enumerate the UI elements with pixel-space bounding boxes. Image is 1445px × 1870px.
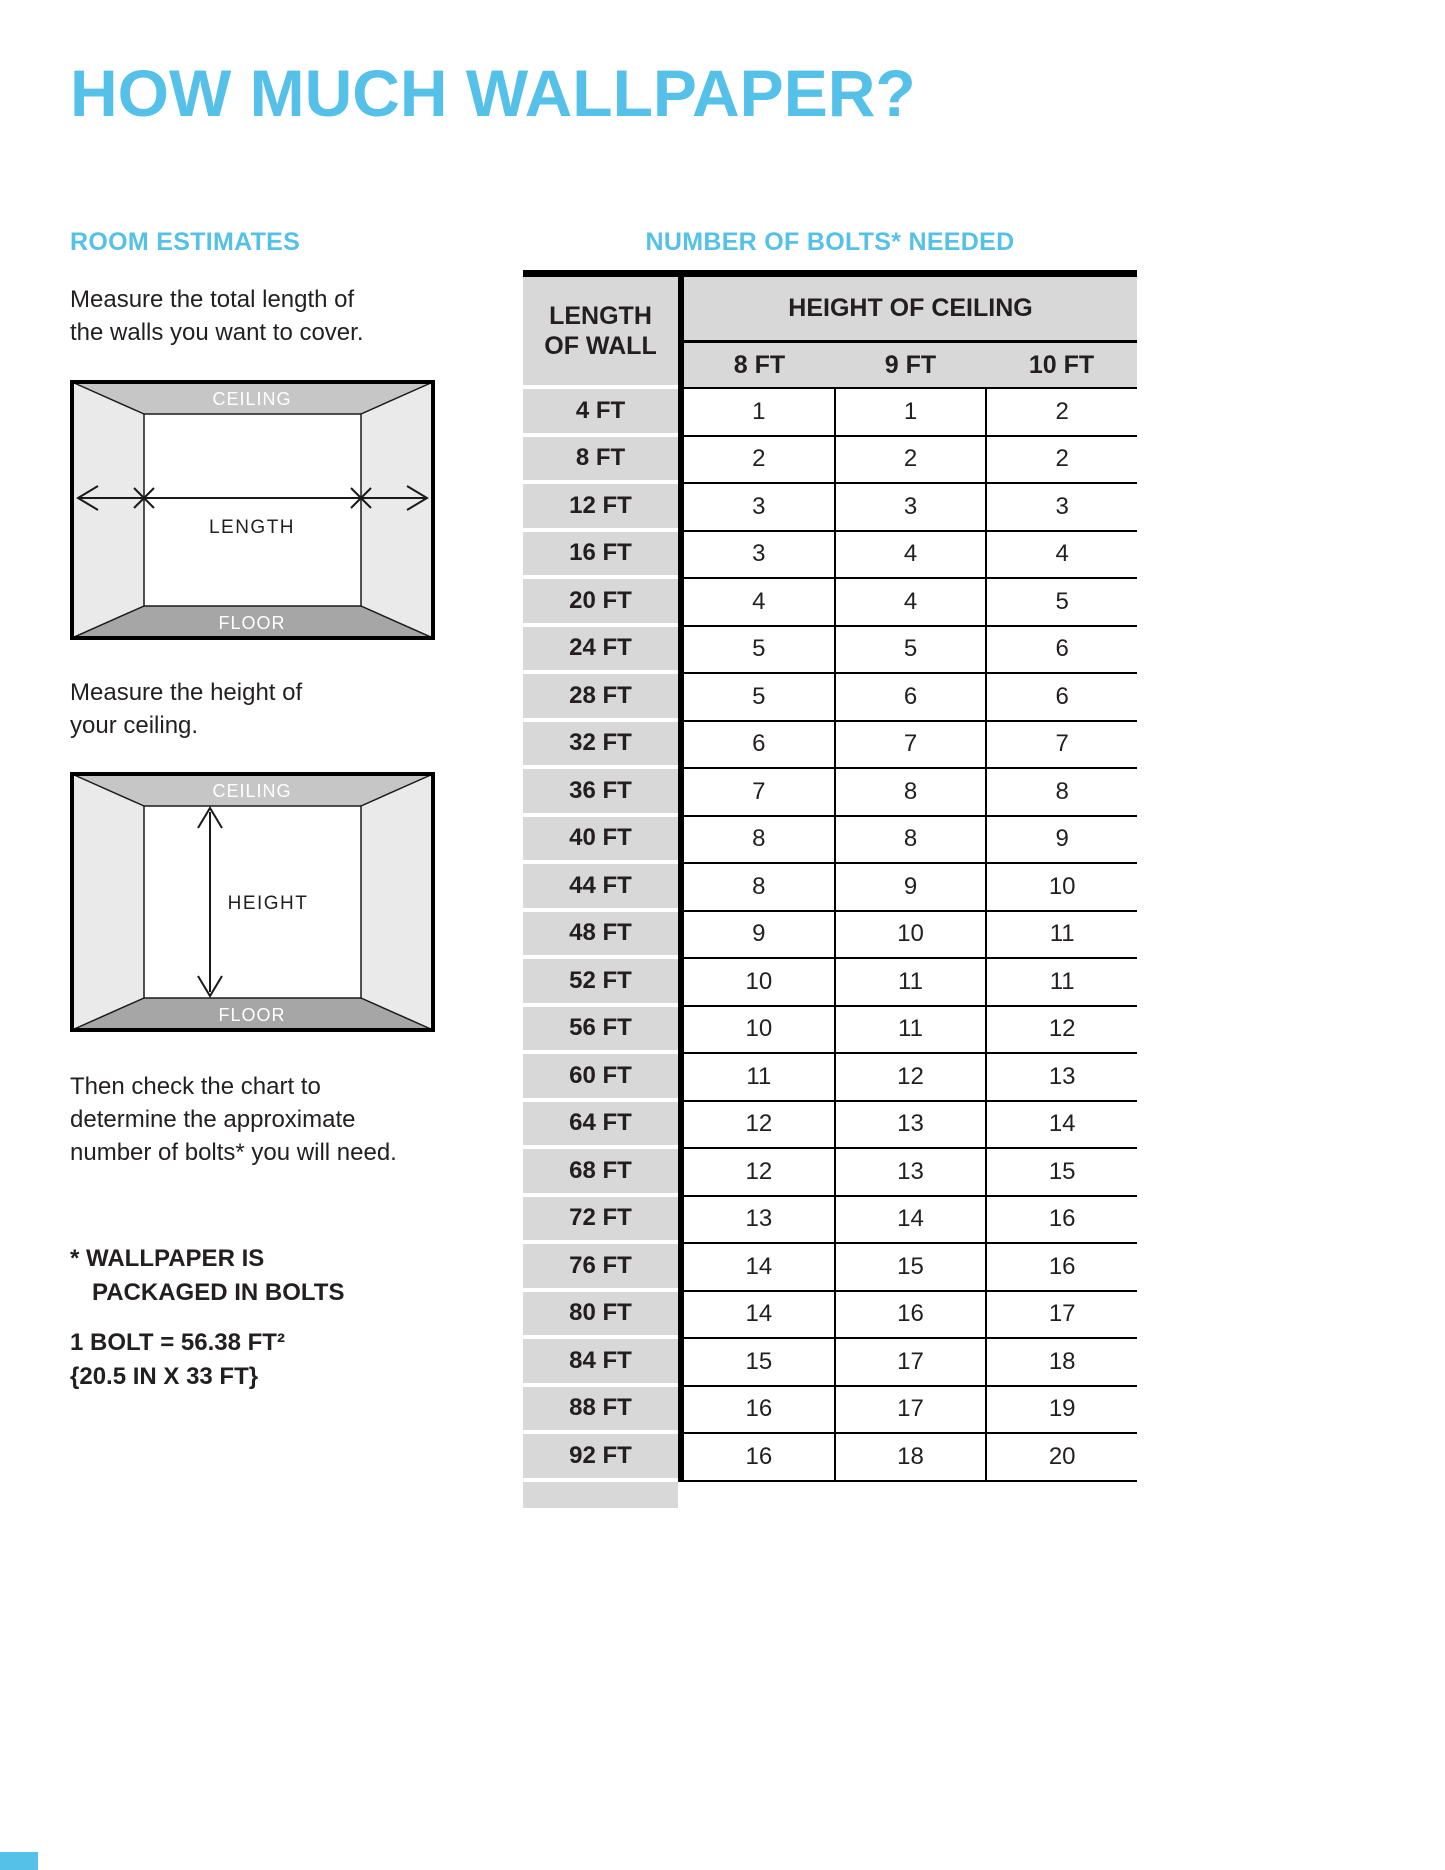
table-row (523, 1387, 1137, 1435)
bolt-count-cell: 8 (684, 864, 836, 912)
page-title: HOW MUCH WALLPAPER? (70, 56, 916, 130)
table-row (523, 1339, 1137, 1387)
bolt-count-cell: 4 (836, 532, 988, 580)
bolt-count-cell: 9 (684, 912, 836, 960)
col-header-10ft: 10 FT (986, 343, 1137, 389)
row-label-wall-length: 84 FT (523, 1339, 678, 1387)
bolt-count-cell: 2 (987, 389, 1137, 437)
table-row (523, 674, 1137, 722)
bolt-count-cell: 14 (684, 1244, 836, 1292)
ceiling-label: CEILING (212, 389, 292, 409)
bolt-count-cell: 6 (987, 627, 1137, 675)
bolt-count-cell: 3 (836, 484, 988, 532)
row-label-wall-length: 16 FT (523, 532, 678, 580)
bolt-count-cell: 16 (684, 1387, 836, 1435)
row-label-wall-length: 48 FT (523, 912, 678, 960)
bolt-count-cell: 14 (684, 1292, 836, 1340)
length-diagram (70, 380, 435, 640)
table-row (523, 1244, 1137, 1292)
row-label-wall-length: 56 FT (523, 1007, 678, 1055)
bolts-table (523, 270, 1137, 1508)
bolt-count-cell: 20 (987, 1434, 1137, 1482)
bolt-size-line-1: 1 BOLT = 56.38 FT² (70, 1329, 285, 1356)
bolt-count-cell: 8 (987, 769, 1137, 817)
row-label-wall-length: 88 FT (523, 1387, 678, 1435)
bolt-count-cell: 4 (836, 579, 988, 627)
room-length-illustration (70, 380, 435, 640)
instruction-check-chart: Then check the chart to determine the approximate number of bolts* you will need. (70, 1073, 397, 1166)
instruction-measure-height: Measure the height of your ceiling. (70, 679, 303, 739)
bolt-count-cell: 2 (836, 437, 988, 485)
col-header-8ft: 8 FT (684, 343, 835, 389)
table-row (523, 817, 1137, 865)
bolt-count-cell: 13 (684, 1197, 836, 1245)
table-header (523, 277, 1137, 389)
bolt-count-cell: 15 (987, 1149, 1137, 1197)
footnote-line-1: * WALLPAPER IS (70, 1245, 265, 1272)
bolt-count-cell: 3 (684, 484, 836, 532)
bolt-count-cell: 1 (684, 389, 836, 437)
bolt-count-cell: 17 (836, 1387, 988, 1435)
row-label-wall-length: 24 FT (523, 627, 678, 675)
row-label-wall-length: 32 FT (523, 722, 678, 770)
wallpaper-bolts-footnote (70, 1242, 344, 1310)
bolt-count-cell: 7 (684, 769, 836, 817)
bolt-count-cell: 10 (684, 1007, 836, 1055)
instruction-measure-length: Measure the total length of the walls you want to cover. (70, 286, 364, 346)
row-label-wall-length: 72 FT (523, 1197, 678, 1245)
table-row (523, 1434, 1137, 1482)
bolt-count-cell: 18 (987, 1339, 1137, 1387)
row-label-wall-length: 76 FT (523, 1244, 678, 1292)
bolt-count-cell: 15 (836, 1244, 988, 1292)
bolt-count-cell: 8 (684, 817, 836, 865)
ceiling-label: CEILING (212, 781, 292, 801)
bolt-count-cell: 11 (684, 1054, 836, 1102)
row-label-wall-length: 8 FT (523, 437, 678, 485)
bolt-count-cell: 7 (987, 722, 1137, 770)
height-label: HEIGHT (227, 893, 309, 914)
label-column-tail (523, 1482, 678, 1508)
bolt-count-cell: 5 (684, 674, 836, 722)
bolt-count-cell: 16 (987, 1244, 1137, 1292)
bolt-count-cell: 2 (684, 437, 836, 485)
table-row (523, 1292, 1137, 1340)
table-row (523, 1007, 1137, 1055)
bolt-count-cell: 6 (987, 674, 1137, 722)
bolt-count-cell: 6 (684, 722, 836, 770)
bolt-count-cell: 19 (987, 1387, 1137, 1435)
footnote-line-2: PACKAGED IN BOLTS (92, 1279, 345, 1306)
row-label-wall-length: 52 FT (523, 959, 678, 1007)
table-row (523, 864, 1137, 912)
row-label-wall-length: 92 FT (523, 1434, 678, 1482)
col-header-9ft: 9 FT (835, 343, 986, 389)
table-row (523, 627, 1137, 675)
bolt-count-cell: 12 (836, 1054, 988, 1102)
bolt-count-cell: 9 (987, 817, 1137, 865)
bolt-count-cell: 5 (684, 627, 836, 675)
bolt-count-cell: 10 (684, 959, 836, 1007)
bolt-count-cell: 5 (987, 579, 1137, 627)
room-estimates-heading: ROOM ESTIMATES (70, 228, 301, 256)
table-row (523, 1102, 1137, 1150)
bolt-count-cell: 10 (836, 912, 988, 960)
bolt-count-cell: 4 (987, 532, 1137, 580)
table-row (523, 1054, 1137, 1102)
table-row (523, 1197, 1137, 1245)
height-of-ceiling-header: HEIGHT OF CEILING (684, 277, 1137, 343)
bolt-count-cell: 2 (987, 437, 1137, 485)
bolt-count-cell: 9 (836, 864, 988, 912)
floor-label: FLOOR (218, 613, 286, 633)
bolt-count-cell: 16 (987, 1197, 1137, 1245)
bolt-count-cell: 17 (836, 1339, 988, 1387)
length-of-wall-header: LENGTH OF WALL (523, 277, 678, 389)
bolt-size-line-2: {20.5 IN X 33 FT} (70, 1363, 259, 1390)
row-label-wall-length: 40 FT (523, 817, 678, 865)
bolts-needed-heading: NUMBER OF BOLTS* NEEDED (645, 228, 1015, 256)
table-row (523, 769, 1137, 817)
bolt-count-cell: 8 (836, 817, 988, 865)
row-label-wall-length: 28 FT (523, 674, 678, 722)
row-label-wall-length: 12 FT (523, 484, 678, 532)
bolt-count-cell: 14 (987, 1102, 1137, 1150)
bolt-count-cell: 4 (684, 579, 836, 627)
bolt-count-cell: 12 (987, 1007, 1137, 1055)
bolt-count-cell: 13 (836, 1102, 988, 1150)
floor-label: FLOOR (218, 1005, 286, 1025)
table-row (523, 959, 1137, 1007)
bolt-count-cell: 8 (836, 769, 988, 817)
row-label-wall-length: 68 FT (523, 1149, 678, 1197)
table-row (523, 1149, 1137, 1197)
table-row (523, 722, 1137, 770)
row-label-wall-length: 36 FT (523, 769, 678, 817)
bolt-count-cell: 5 (836, 627, 988, 675)
row-label-wall-length: 20 FT (523, 579, 678, 627)
room-height-illustration (70, 772, 435, 1032)
bolt-count-cell: 6 (836, 674, 988, 722)
bolt-table-body (523, 389, 1137, 1482)
page-corner-accent (0, 1852, 38, 1870)
bolt-count-cell: 12 (684, 1102, 836, 1150)
row-label-wall-length: 64 FT (523, 1102, 678, 1150)
bolt-count-cell: 12 (684, 1149, 836, 1197)
bolt-count-cell: 11 (987, 912, 1137, 960)
bolt-count-cell: 1 (836, 389, 988, 437)
bolt-count-cell: 16 (836, 1292, 988, 1340)
length-label: LENGTH (208, 517, 296, 538)
row-label-wall-length: 60 FT (523, 1054, 678, 1102)
row-label-wall-length: 80 FT (523, 1292, 678, 1340)
bolt-count-cell: 7 (836, 722, 988, 770)
table-row (523, 389, 1137, 437)
table-row (523, 484, 1137, 532)
height-diagram (70, 772, 435, 1032)
bolt-count-cell: 11 (987, 959, 1137, 1007)
row-label-wall-length: 44 FT (523, 864, 678, 912)
table-row (523, 532, 1137, 580)
bolt-count-cell: 13 (836, 1149, 988, 1197)
bolt-count-cell: 11 (836, 1007, 988, 1055)
ceiling-height-subheaders (684, 343, 1137, 389)
bolt-count-cell: 17 (987, 1292, 1137, 1340)
bolt-count-cell: 14 (836, 1197, 988, 1245)
bolt-size-note (70, 1326, 285, 1394)
table-row (523, 579, 1137, 627)
bolt-count-cell: 13 (987, 1054, 1137, 1102)
bolt-count-cell: 3 (684, 532, 836, 580)
bolt-count-cell: 3 (987, 484, 1137, 532)
bolt-count-cell: 16 (684, 1434, 836, 1482)
bolt-count-cell: 10 (987, 864, 1137, 912)
bolt-count-cell: 15 (684, 1339, 836, 1387)
table-row (523, 912, 1137, 960)
bolt-count-cell: 11 (836, 959, 988, 1007)
table-top-border (523, 270, 1137, 277)
table-row (523, 437, 1137, 485)
bolt-count-cell: 18 (836, 1434, 988, 1482)
back-wall (144, 414, 361, 606)
row-label-wall-length: 4 FT (523, 389, 678, 437)
ceiling-header-block (684, 277, 1137, 389)
